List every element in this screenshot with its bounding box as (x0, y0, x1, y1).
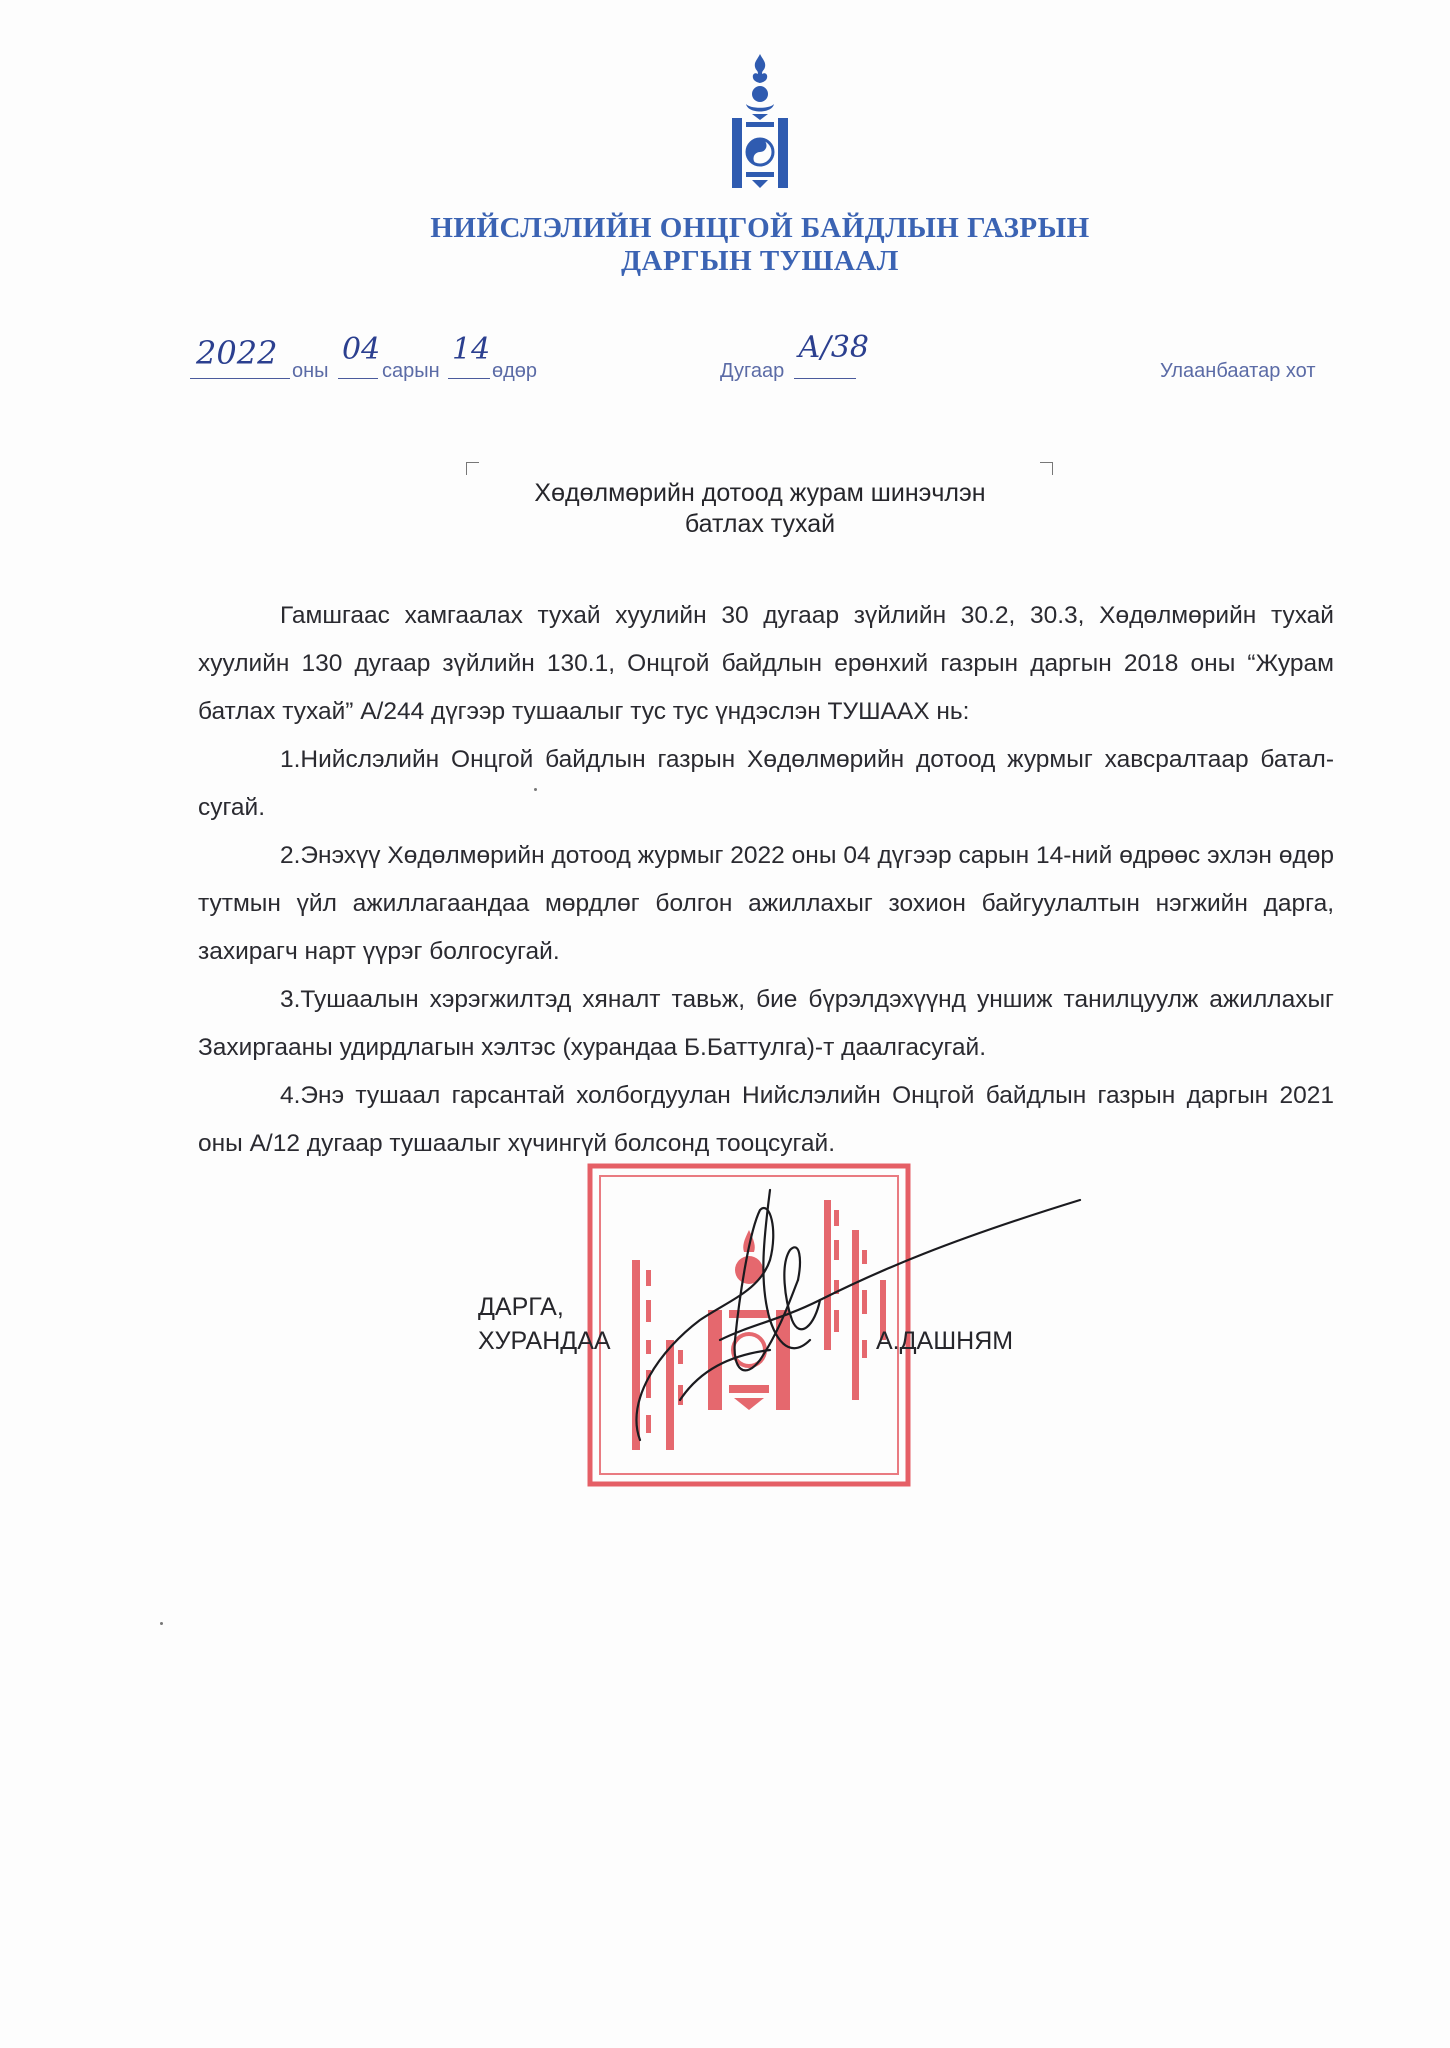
body-paragraph-preamble: Гамшгаас хамгаалах тухай хуулийн 30 дугаар зүйлийн 30.2, 30.3, Хөдөлмөрийн тухай хуулийн 130 дугаар зүйлийн 130.1, Онцгой байдлын ерөнхий газрын даргын 2018 оны “Журам батлах тухай” А/244 дүгээр тушаалыг тус тус үндэслэн ТУШААХ нь: (198, 602, 1334, 725)
signatory-title (478, 1290, 611, 1358)
scan-speck (534, 788, 537, 791)
subject-line2: батлах тухай (684, 510, 836, 538)
signatory-title-line2: ХУРАНДАА (478, 1327, 611, 1355)
soyombo-emblem-icon (722, 52, 798, 194)
year-label: оны (292, 360, 329, 382)
document-header-title (0, 212, 1450, 278)
body-paragraph-item-4: 4.Энэ тушаал гарсантай холбогдуулан Нийслэлийн Онцгой байдлын газрын даргын 2021 оны А/12 дугаар тушаалыг хүчингүй болсонд тооцсугай. (198, 1082, 1334, 1157)
body-paragraph-item-3: 3.Тушаалын хэрэгжилтэд хяналт тавьж, бие бүрэлдэхүүнд уншиж танилцуулж ажиллахыг Захиргааны удирдлагын хэлтэс (хурандаа Б.Баттулга)-т даалгасугай. (198, 986, 1334, 1061)
signatory-title-line1: ДАРГА, (478, 1293, 564, 1321)
body-paragraph-item-2: 2.Энэхүү Хөдөлмөрийн дотоод журмыг 2022 оны 04 дүгээр сарын 14-ний өдрөөс эхлэн өдөр тутмын үйл ажиллагаандаа мөрдлөг болгон ажиллахыг зохион байгуулалтын нэгжийн дарга, захирагч нарт үүрэг болгосугай. (198, 842, 1334, 965)
scan-speck (160, 1622, 163, 1625)
number-label: Дугаар (720, 360, 785, 382)
document-body (198, 592, 1334, 1168)
header-title-line2: ДАРГЫН ТУШААЛ (621, 245, 899, 277)
signatory-name: А.ДАШНЯМ (876, 1327, 1014, 1355)
subject-bracket-right (1040, 462, 1053, 475)
handwritten-signature-icon (620, 1150, 1090, 1460)
body-paragraph-item-1: 1.Нийслэлийн Онцгой байдлын газрын Хөдөлмөрийн дотоод журмыг хавсралтаар баталсугай. (198, 746, 1334, 821)
day-label: өдөр (492, 360, 538, 382)
city-label: Улаанбаатар хот (1160, 360, 1316, 382)
year-handwritten: 2022 (196, 334, 278, 372)
month-handwritten: 04 (342, 332, 381, 367)
subject-bracket-left (466, 462, 479, 475)
subject-line1: Хөдөлмөрийн дотоод журам шинэчлэн (534, 479, 986, 507)
month-label: сарын (382, 360, 440, 382)
document-subject (460, 478, 1060, 540)
day-handwritten: 14 (452, 332, 491, 367)
number-handwritten: А/38 (798, 330, 870, 365)
header-title-line1: НИЙСЛЭЛИЙН ОНЦГОЙ БАЙДЛЫН ГАЗРЫН (430, 212, 1090, 244)
